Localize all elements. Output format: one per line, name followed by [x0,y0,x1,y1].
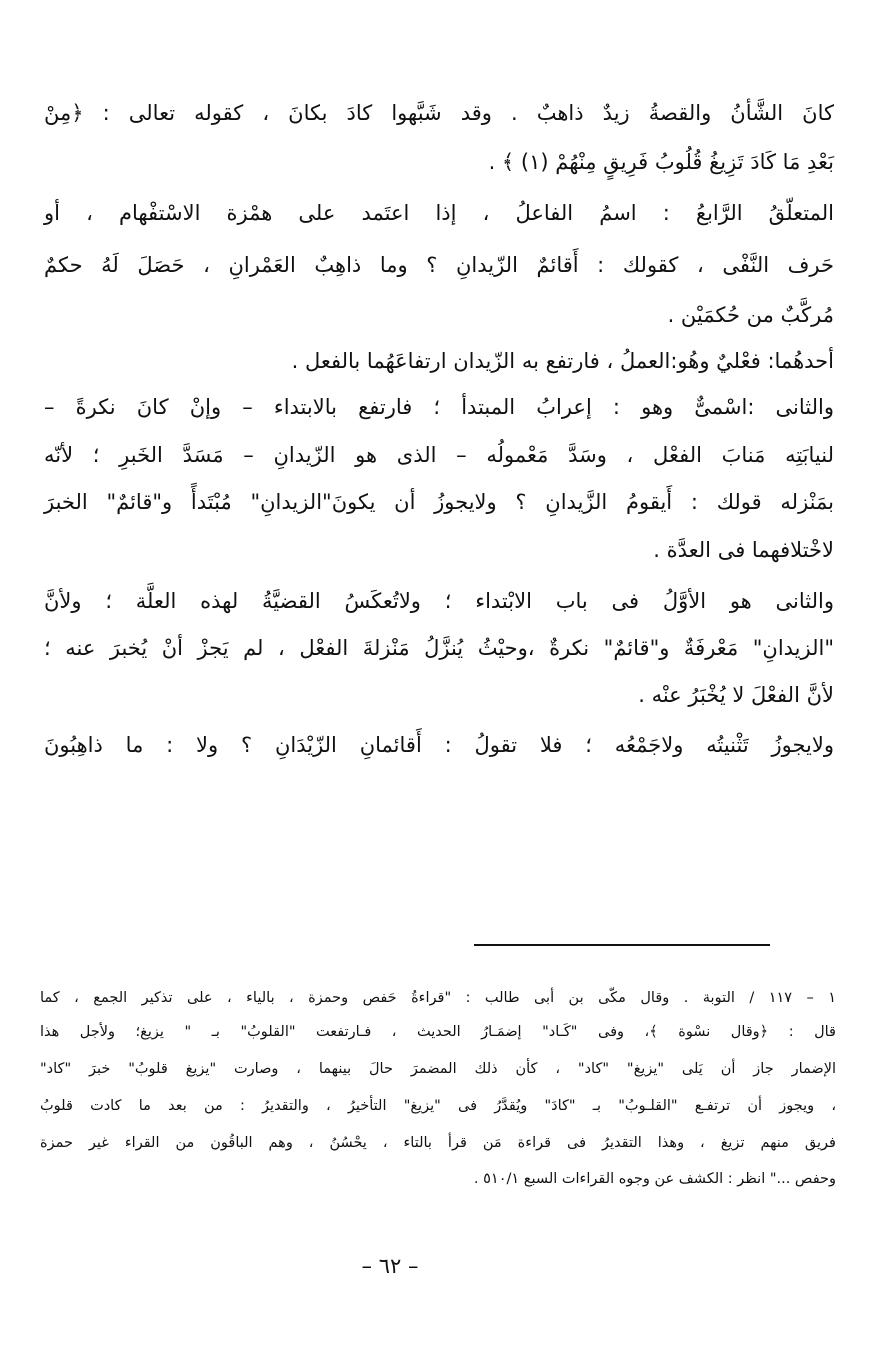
body-line: بمَنْزله قولك : أَيقومُ الزَّيدانِ ؟ ولايجوزُ أن يكونَ"الزيدانِ" مُبْتَدأً و"قائمٌ" الخبرَ [44,490,834,514]
footnote-separator [474,944,770,946]
body-line: بَعْدِ مَا كَادَ تَزِيغُ قُلُوبُ فَرِيقٍ مِنْهُمْ (١) ﴾ . [488,150,834,174]
body-line: ولايجوزُ تَثْنيتُه ولاجَمْعُه ؛ فلا تقولُ : أَقائمانِ الزّيْدَانِ ؟ ولا : ما ذاهِبُونَ [44,733,834,757]
body-line: "الزيدانِ" مَعْرفَةٌ و"قائمٌ" نكرةٌ ،وحيْثُ يُنزَّلُ مَنْزلةَ الفعْل ، لم يَجزْ أنْ يُخبرَ عنه ؛ [44,636,834,660]
body-line: والثانى :اسْمىٌّ وهو : إعرابُ المبتدأ ؛ فارتفع بالابتداء – وإنْ كانَ نكرةً – [44,395,834,419]
footnote-line: قال : ﴿وقال نسْوة ﴾، وفى "كَـاد" إضمَـارُ الحديث ، فـارتفعت "القلوبُ" بـ " يزيغ؛ ولأجل هذا [40,1024,836,1040]
footnote-line: وحفص ..." انظر : الكشف عن وجوه القراءات السبع ٥١٠/١ . [473,1171,836,1187]
footnote-line: الإضمار جاز أن يَلى "يزيغ" "كاد" ، كأن ذلك المضمرَ حالَ بينهما ، وصارت "يزيغ قلوبُ" خبرَ "كاد" [40,1061,836,1077]
body-line: حَرف النَّفْى ، كقولك : أَقائمٌ الزّيدانِ ؟ وما ذاهِبٌ العَمْرانِ ، حَصَلَ لَهُ حكمٌ [44,253,834,277]
footnote-line: فريق منهم تزيغ ، وهذا التقديرُ فى قراءة مَن قرأ بالتاء ، يحْسُنُ ، وهم الباقُون من القراء غير حمزة [40,1135,836,1151]
footnote-line: ، ويجوز أن ترتفـع "القلـوبُ" بـ "كادَ" ويُقدَّرُ فى "يزيغ" التأخيرُ ، والتقديرُ : من بعد ما كادت قلوبُ [40,1098,836,1114]
body-line: لاخْتلافهما فى العدَّة . [653,538,834,562]
body-line: لأنَّ الفعْلَ لا يُخْبَرُ عنْه . [638,683,834,707]
body-line: كانَ الشَّأنُ والقصةُ زيدٌ ذاهبٌ . وقد شَبَّهوا كادَ بكانَ ، كقوله تعالى : ﴿مِنْ [44,101,834,125]
footnote-line: ١ – ١١٧ / التوبة . وقال مكّى بن أبى طالب : "قراءةُ حَفص وحمزة ، بالياء ، على تذكير الجمع ، كما [40,990,837,1006]
body-line: مُركَّبٌ من حُكمَيْن . [667,303,834,327]
body-line: المتعلّقُ الرَّابعُ : اسمُ الفاعلُ ، إذا اعتَمد على همْزة الاسْتفْهام ، أو [44,201,834,225]
body-line: أحدهُما: فعْليٌ وهُو:العملُ ، فارتفع به الزّيدان ارتفاعَهُما بالفعل . [291,349,834,373]
page-number: – ٦٢ – [361,1254,419,1278]
body-line: لنيابَتِه مَنابَ الفعْل ، وسَدَّ مَعْمولُه – الذى هو الزّيدانِ – مَسَدَّ الخَبرِ ؛ لأنّه [44,443,834,467]
body-line: والثانى هو الأوَّلُ فى باب الابْتداء ؛ ولاتُعكَسُ القضيَّةُ لهذه العلَّة ؛ ولأنَّ [44,589,834,613]
